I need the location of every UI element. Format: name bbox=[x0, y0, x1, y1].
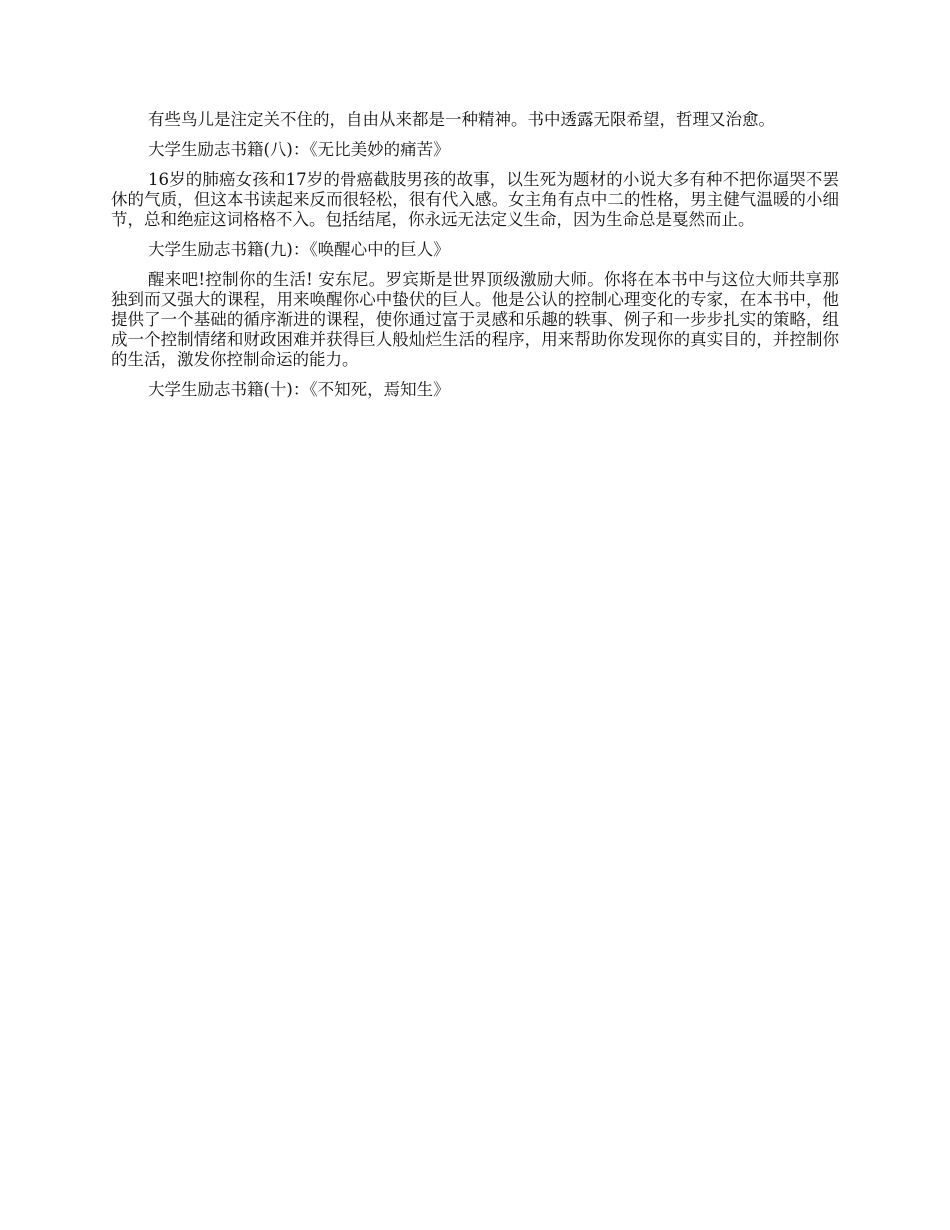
heading-book-8: 大学生励志书籍(八)：《无比美妙的痛苦》 bbox=[148, 140, 450, 159]
heading-book-10: 大学生励志书籍(十)：《不知死，焉知生》 bbox=[148, 380, 450, 399]
paragraph-book-8-description: 16岁的肺癌女孩和17岁的骨癌截肢男孩的故事，以生死为题材的小说大多有种不把你逼哭不罢休的气质，但这本书读起来反而很轻松，很有代入感。女主角有点中二的性格，男主健气温暖的小细节，总和绝症这词格格不入。包括结尾，你永远无法定义生命，因为生命总是戛然而止。 bbox=[111, 170, 839, 229]
paragraph-free-birds: 有些鸟儿是注定关不住的，自由从来都是一种精神。书中透露无限希望，哲理又治愈。 bbox=[148, 110, 775, 129]
paragraph-book-9-description: 醒来吧!控制你的生活! 安东尼。罗宾斯是世界顶级激励大师。你将在本书中与这位大师共享那独到而又强大的课程，用来唤醒你心中蛰伏的巨人。他是公认的控制心理变化的专家，在本书中，他提供了一个基础的循序渐进的课程，使你通过富于灵感和乐趣的轶事、例子和一步步扎实的策略，组成一个控制情绪和财政困难并获得巨人般灿烂生活的程序，用来帮助你发现你的真实目的，并控制你的生活，激发你控制命运的能力。 bbox=[111, 270, 839, 369]
document-page bbox=[111, 110, 839, 410]
heading-book-9: 大学生励志书籍(九)：《唤醒心中的巨人》 bbox=[148, 240, 450, 259]
